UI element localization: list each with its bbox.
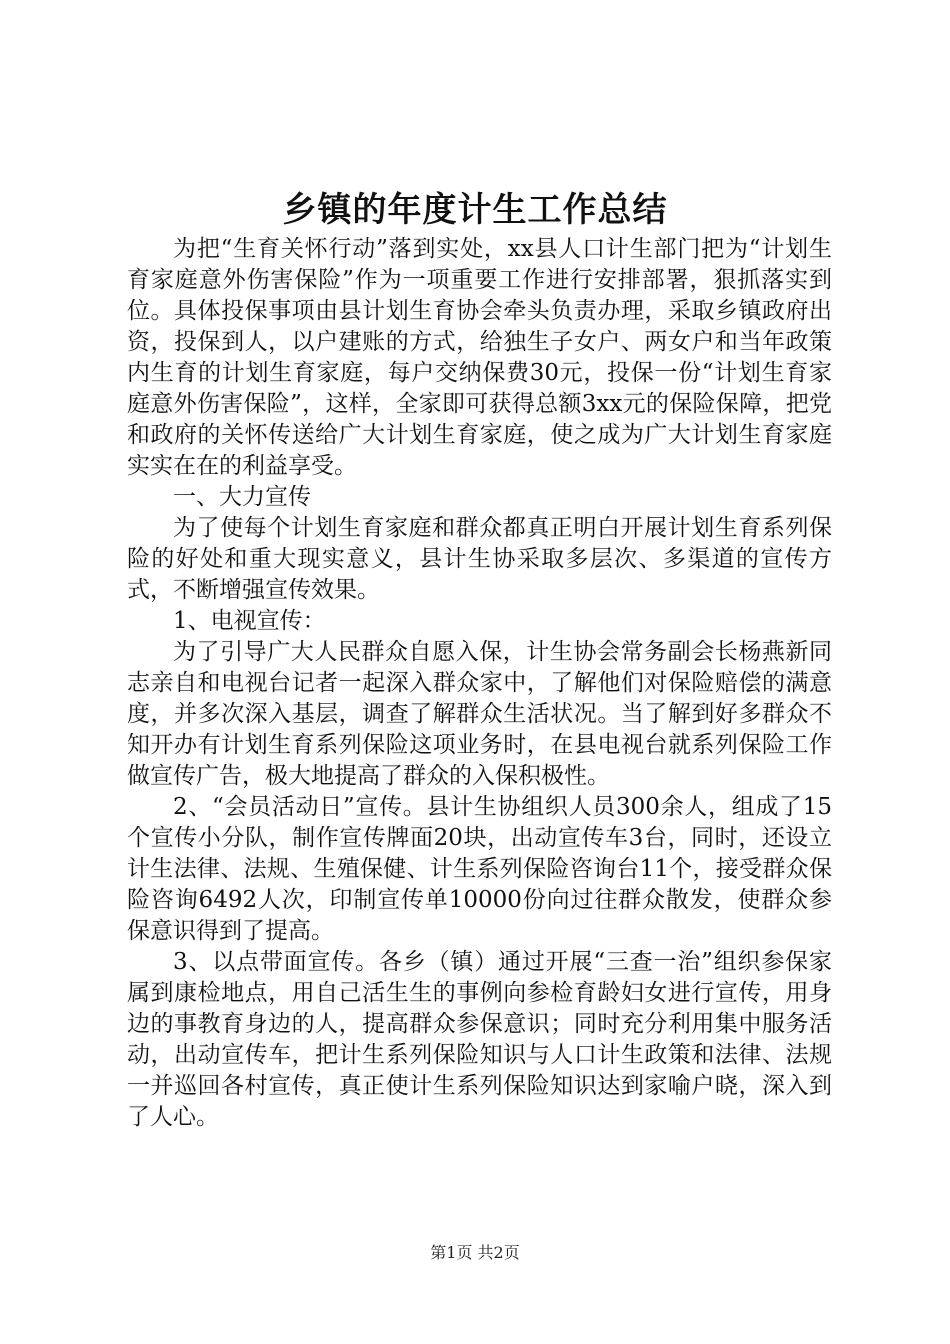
paragraph-tv-publicity: 为了引导广大人民群众自愿入保，计生协会常务副会长杨燕新同志亲自和电视台记者一起深入群众家中，了解他们对保险赔偿的满意度，并多次深入基层，调查了解群众生活状况。当了解到好多群众不知开办有计划生育系列保险这项业务时，在县电视台就系列保险工作做宣传广告，极大地提高了群众的入保积极性。	[127, 639, 832, 789]
paragraph-intro: 为把“生育关怀行动”落到实处，xx县人口计生部门把为“计划生育家庭意外伤害保险”作为一项重要工作进行安排部署，狠抓落实到位。具体投保事项由县计划生育协会牵头负责办理，采取乡镇政府出资，投保到人，以户建账的方式，给独生子女户、两女户和当年政策内生育的计划生育家庭，每户交纳保费30元，投保一份“计划生育家庭意外伤害保险”，这样，全家即可获得总额3xx元的保险保障，把党和政府的关怀传送给广大计划生育家庭，使之成为广大计划生育家庭实实在在的利益享受。	[127, 236, 832, 479]
paragraph-member-day: 2、“会员活动日”宣传。县计生协组织人员300余人，组成了15个宣传小分队，制作宣传牌面20块，出动宣传车3台，同时，还设立计生法律、法规、生殖保健、计生系列保险咨询台11个，接受群众保险咨询6492人次，印制宣传单10000份向过往群众散发，使群众参保意识得到了提高。	[127, 794, 832, 944]
document-title: 乡镇的年度计生工作总结	[282, 190, 668, 230]
paragraph-publicity-overview: 为了使每个计划生育家庭和群众都真正明白开展计划生育系列保险的好处和重大现实意义，县计生协采取多层次、多渠道的宣传方式，不断增强宣传效果。	[127, 515, 832, 603]
subheading-tv-publicity: 1、电视宣传：	[173, 608, 326, 634]
paragraph-point-to-area: 3、以点带面宣传。各乡（镇）通过开展“三查一治”组织参保家属到康检地点，用自己活生生的事例向参检育龄妇女进行宣传，用身边的事教育身边的人，提高群众参保意识；同时充分利用集中服务活动，出动宣传车，把计生系列保险知识与人口计生政策和法律、法规一并巡回各村宣传，真正使计生系列保险知识达到家喻户晓，深入到了人心。	[127, 949, 832, 1130]
document-body	[127, 234, 832, 1133]
section-heading-publicity: 一、大力宣传	[173, 484, 311, 510]
page-footer: 第1页 共2页	[430, 1243, 520, 1262]
